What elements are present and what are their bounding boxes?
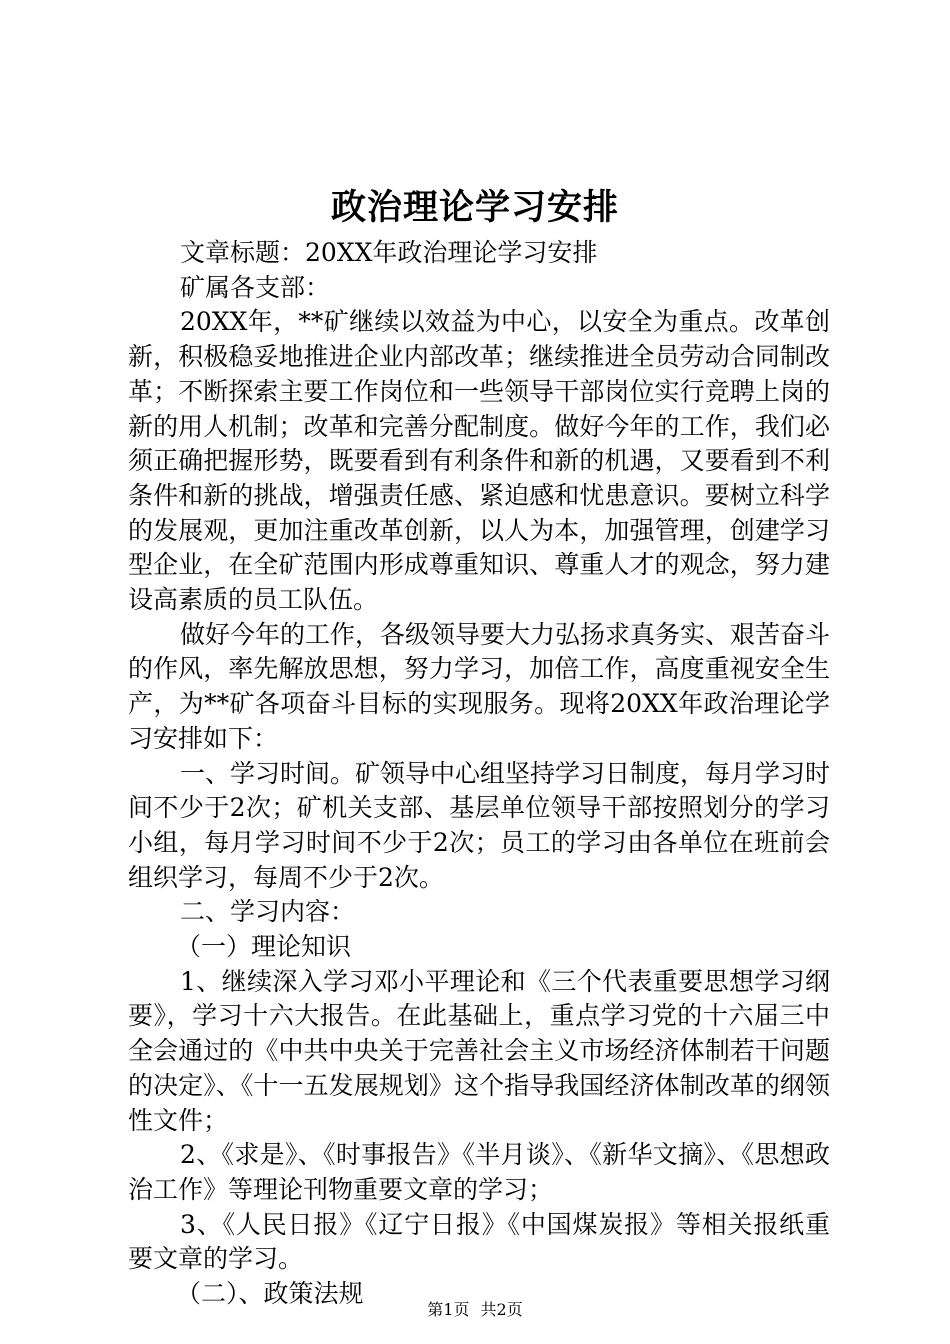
section-study-content-heading: 二、学习内容：	[180, 897, 356, 927]
document-title: 政治理论学习安排	[330, 187, 619, 228]
section-study-time: 一、学习时间。矿领导中心组坚持学习日制度，每月学习时间不少于2次；矿机关支部、基层单位领导干部按照划分的学习小组，每月学习时间不少于2次；员工的学习由各单位在班前会组织学习，每周不少于2次。	[128, 758, 831, 892]
page-total: 共2页	[480, 1300, 523, 1319]
list-item: 3、《人民日报》《辽宁日报》《中国煤炭报》等相关报纸重要文章的学习。	[128, 1209, 830, 1274]
page-footer	[0, 1300, 950, 1320]
salutation: 矿属各支部：	[180, 272, 331, 302]
list-item: 2、《求是》、《时事报告》《半月谈》、《新华文摘》、《思想政治工作》等理论刊物重要文章的学习；	[128, 1140, 830, 1204]
body-paragraph: 做好今年的工作，各级领导要大力弘扬求真务实、艰苦奋斗的作风，率先解放思想，努力学习，加倍工作，高度重视安全生产，为**矿各项奋斗目标的实现服务。现将20XX年政治理论学习安排如下：	[128, 619, 831, 753]
subsection-policy-heading: （二）、政策法规	[176, 1279, 364, 1309]
subsection-theory-heading: （一）理论知识	[176, 932, 352, 962]
body-paragraph: 20XX年，**矿继续以效益为中心，以安全为重点。改革创新，积极稳妥地推进企业内部改革；继续推进全员劳动合同制改革；不断探索主要工作岗位和一些领导干部岗位实行竞聘上岗的新的用人机制；改革和完善分配制度。做好今年的工作，我们必须正确把握形势，既要看到有利条件和新的机遇，又要看到不利条件和新的挑战，增强责任感、紧迫感和忧患意识。要树立科学的发展观，更加注重改革创新，以人为本，加强管理，创建学习型企业，在全矿范围内形成尊重知识、尊重人才的观念，努力建设高素质的员工队伍。	[128, 307, 830, 615]
article-title-line: 文章标题：20XX年政治理论学习安排	[180, 238, 598, 267]
document-body	[128, 236, 830, 1312]
list-item: 1、继续深入学习邓小平理论和《三个代表重要思想学习纲要》，学习十六大报告。在此基础上，重点学习党的十六届三中全会通过的《中共中央关于完善社会主义市场经济体制若干问题的决定》、《十一五发展规划》这个指导我国经济体制改革的纲领性文件；	[128, 966, 830, 1135]
page-number: 第1页	[427, 1300, 470, 1319]
